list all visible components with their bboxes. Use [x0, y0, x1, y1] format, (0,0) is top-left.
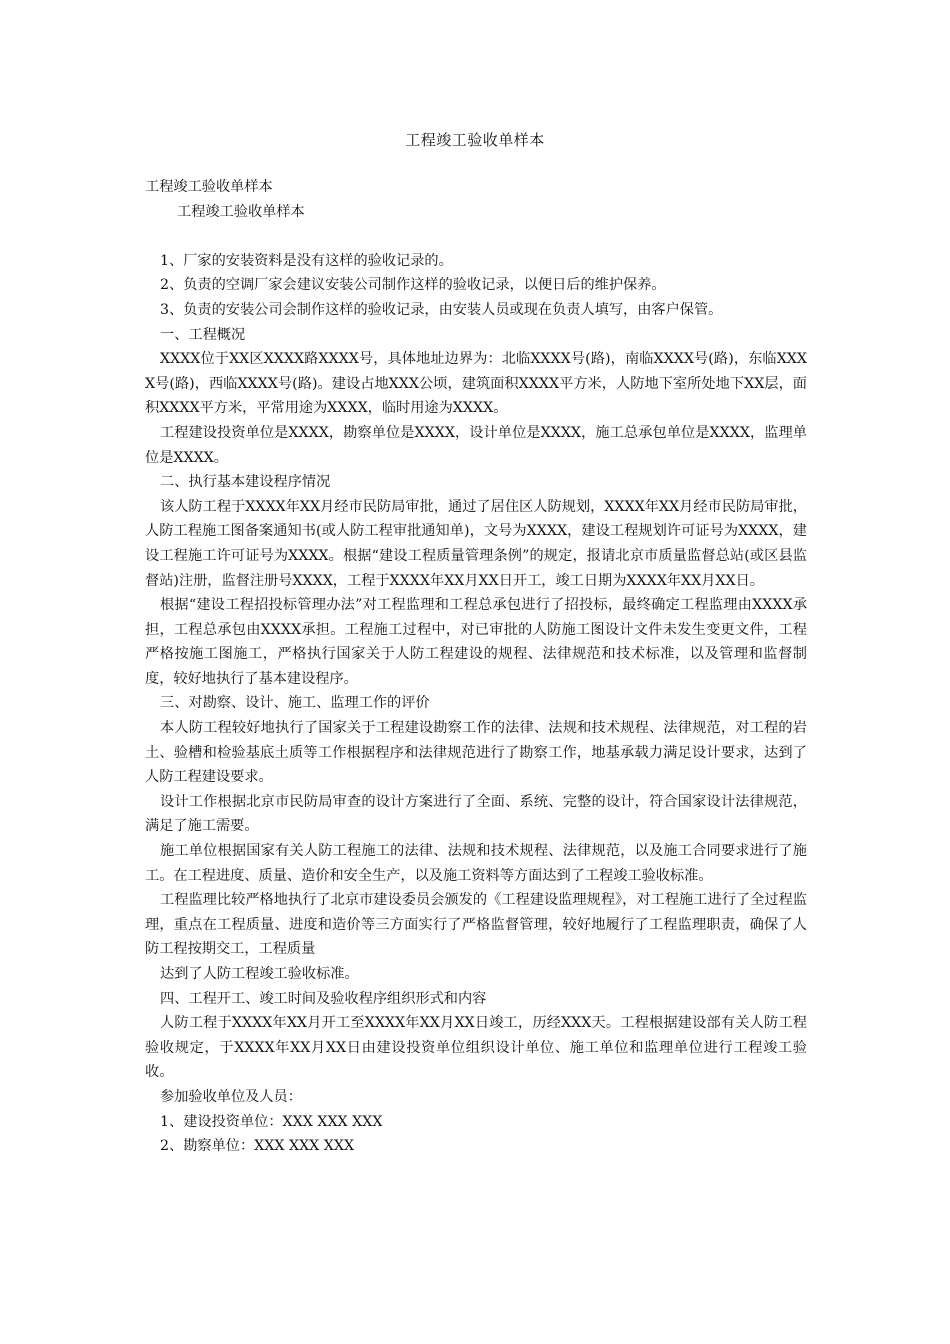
- document-title: 工程竣工验收单样本: [405, 131, 545, 149]
- section-heading-timeline: 四、工程开工、竣工时间及验收程序组织形式和内容: [160, 990, 487, 1007]
- paragraph-evaluation-design: 设计工作根据北京市民防局审查的设计方案进行了全面、系统、完整的设计，符合国家设计法律规范，满足了施工需要。: [145, 793, 807, 835]
- paragraph-heading-2: 工程竣工验收单样本: [177, 203, 305, 220]
- paragraph-item-2: 2、负责的空调厂家会建议安装公司制作这样的验收记录，以便日后的维护保养。: [160, 277, 666, 294]
- paragraph-participant-2: 2、勘察单位：XXX XXX XXX: [160, 1138, 355, 1155]
- blank-line: [145, 224, 807, 249]
- paragraph-overview-location: XXXX位于XX区XXXX路XXXX号，具体地址边界为：北临XXXX号(路)，南临XXXX号(路)，东临XXXX号(路)，西临XXXX号(路)。建设占地XXX公顷，建筑面积XXXX平方米，人防地下室所处地下XX层，面积XXXX平方米，平常用途为XXXX，临时用途为XXXX。: [145, 351, 807, 417]
- paragraph-overview-units: 工程建设投资单位是XXXX，勘察单位是XXXX，设计单位是XXXX，施工总承包单位是XXXX，监理单位是XXXX。: [145, 424, 807, 466]
- paragraph-participants-heading: 参加验收单位及人员：: [160, 1088, 302, 1105]
- section-heading-overview: 一、工程概况: [160, 326, 246, 343]
- paragraph-participant-1: 1、建设投资单位：XXX XXX XXX: [160, 1113, 383, 1130]
- paragraph-evaluation-survey: 本人防工程较好地执行了国家关于工程建设勘察工作的法律、法规和技术规程、法律规范，对工程的岩土、验槽和检验基底土质等工作根据程序和法律规范进行了勘察工作，地基承载力满足设计要求，达到了人防工程建设要求。: [145, 720, 807, 786]
- paragraph-heading-1: 工程竣工验收单样本: [145, 179, 273, 195]
- paragraph-timeline: 人防工程于XXXX年XX月开工至XXXX年XX月XX日竣工，历经XXX天。工程根据建设部有关人防工程验收规定，于XXXX年XX月XX日由建设投资单位组织设计单位、施工单位和监理单位进行工程竣工验收。: [145, 1015, 807, 1081]
- paragraph-procedure-approval: 该人防工程于XXXX年XX月经市民防局审批，通过了居住区人防规划，XXXX年XX月经市民防局审批，人防工程施工图备案通知书(或人防工程审批通知单)，文号为XXXX，建设工程规划许可证号为XXXX，建设工程施工许可证号为XXXX。根据“建设工程质量管理条例”的规定，报请北京市质量监督总站(或区县监督站)注册，监督注册号XXXX，工程于XXXX年XX月XX日开工，竣工日期为XXXX年XX月XX日。: [145, 498, 807, 589]
- paragraph-procedure-bidding: 根据“建设工程招投标管理办法”对工程监理和工程总承包进行了招投标，最终确定工程监理由XXXX承担，工程总承包由XXXX承担。工程施工过程中，对已审批的人防施工图设计文件未发生变更文件，工程严格按施工图施工，严格执行国家关于人防工程建设的规程、法律规范和技术标准，以及管理和监督制度，较好地执行了基本建设程序。: [145, 597, 807, 687]
- paragraph-item-1: 1、厂家的安装资料是没有这样的验收记录的。: [160, 252, 453, 269]
- section-heading-procedure: 二、执行基本建设程序情况: [160, 474, 331, 491]
- paragraph-evaluation-standard: 达到了人防工程竣工验收标准。: [160, 966, 359, 982]
- document-body: [145, 175, 807, 1159]
- section-heading-evaluation: 三、对勘察、设计、施工、监理工作的评价: [160, 695, 430, 712]
- paragraph-evaluation-supervision: 工程监理比较严格地执行了北京市建设委员会颁发的《工程建设监理规程》，对工程施工进行了全过程监理，重点在工程质量、进度和造价等三方面实行了严格监督管理，较好地履行了工程监理职责，确保了人防工程按期交工，工程质量: [145, 892, 807, 958]
- paragraph-item-3: 3、负责的安装公司会制作这样的验收记录，由安装人员或现在负责人填写，由客户保管。: [160, 301, 723, 318]
- paragraph-evaluation-construction: 施工单位根据国家有关人防工程施工的法律、法规和技术规程、法律规范，以及施工合同要求进行了施工。在工程进度、质量、造价和安全生产，以及施工资料等方面达到了工程竣工验收标准。: [145, 843, 807, 884]
